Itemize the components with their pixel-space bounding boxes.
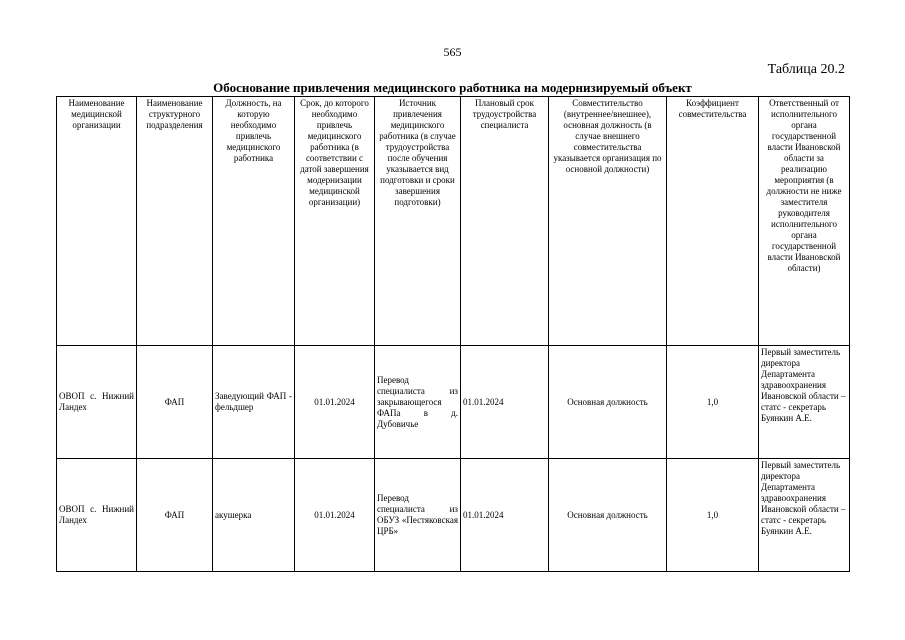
header-cell: Наименование медицинской организации [57,97,137,346]
header-cell: Срок, до которого необходимо привлечь медицинского работника (в соответствии с датой завершения модернизации медицинской организации) [295,97,375,346]
combination-cell: Основная должность [549,346,667,459]
table-row [57,346,850,459]
organization-cell: ОВОП с. Нижний Ландех [57,459,137,572]
position-cell: Заведующий ФАП - фельдшер [213,346,295,459]
page-number: 565 [443,45,462,59]
header-cell: Ответственный от исполнительного органа государственной власти Ивановской области за реализацию мероприятия (в должности не ниже заместителя руководителя исполнительного органа государственной власти Ивановской области) [759,97,850,346]
combination-cell: Основная должность [549,459,667,572]
header-cell: Совместительство (внутреннее/внешнее), основная должность (в случае внешнего совместительства указывается организация по основной должности) [549,97,667,346]
header-cell: Коэффициент совместительства [667,97,759,346]
source-cell: Перевод специалиста из закрывающегося ФАПа в д. Дубовичье [375,346,461,459]
header-cell: Плановый срок трудоустройства специалиста [461,97,549,346]
header-cell: Наименование структурного подразделения [137,97,213,346]
responsible-cell: Первый заместитель директора Департамента здравоохранения Ивановской области – статс - секретарь Буянкин А.Е. [759,459,850,572]
coefficient-cell: 1,0 [667,459,759,572]
header-cell: Должность, на которую необходимо привлечь медицинского работника [213,97,295,346]
header-cell: Источник привлечения медицинского работника (в случае трудоустройства после обучения указывается вид подготовки и сроки завершения подготовки) [375,97,461,346]
coefficient-cell: 1,0 [667,346,759,459]
organization-cell: ОВОП с. Нижний Ландех [57,346,137,459]
staffing-table [56,96,850,572]
source-cell: Перевод специалиста из ОБУЗ «Пестяковская ЦРБ» [375,459,461,572]
document-title: Обоснование привлечения медицинского работника на модернизируемый объект [213,80,692,95]
deadline-cell: 01.01.2024 [295,459,375,572]
unit-cell: ФАП [137,459,213,572]
header-row [57,97,850,346]
planned-date-cell: 01.01.2024 [461,346,549,459]
position-cell: акушерка [213,459,295,572]
unit-cell: ФАП [137,346,213,459]
responsible-cell: Первый заместитель директора Департамента здравоохранения Ивановской области – статс - секретарь Буянкин А.Е. [759,346,850,459]
deadline-cell: 01.01.2024 [295,346,375,459]
planned-date-cell: 01.01.2024 [461,459,549,572]
table-row [57,459,850,572]
table-label: Таблица 20.2 [767,62,845,77]
